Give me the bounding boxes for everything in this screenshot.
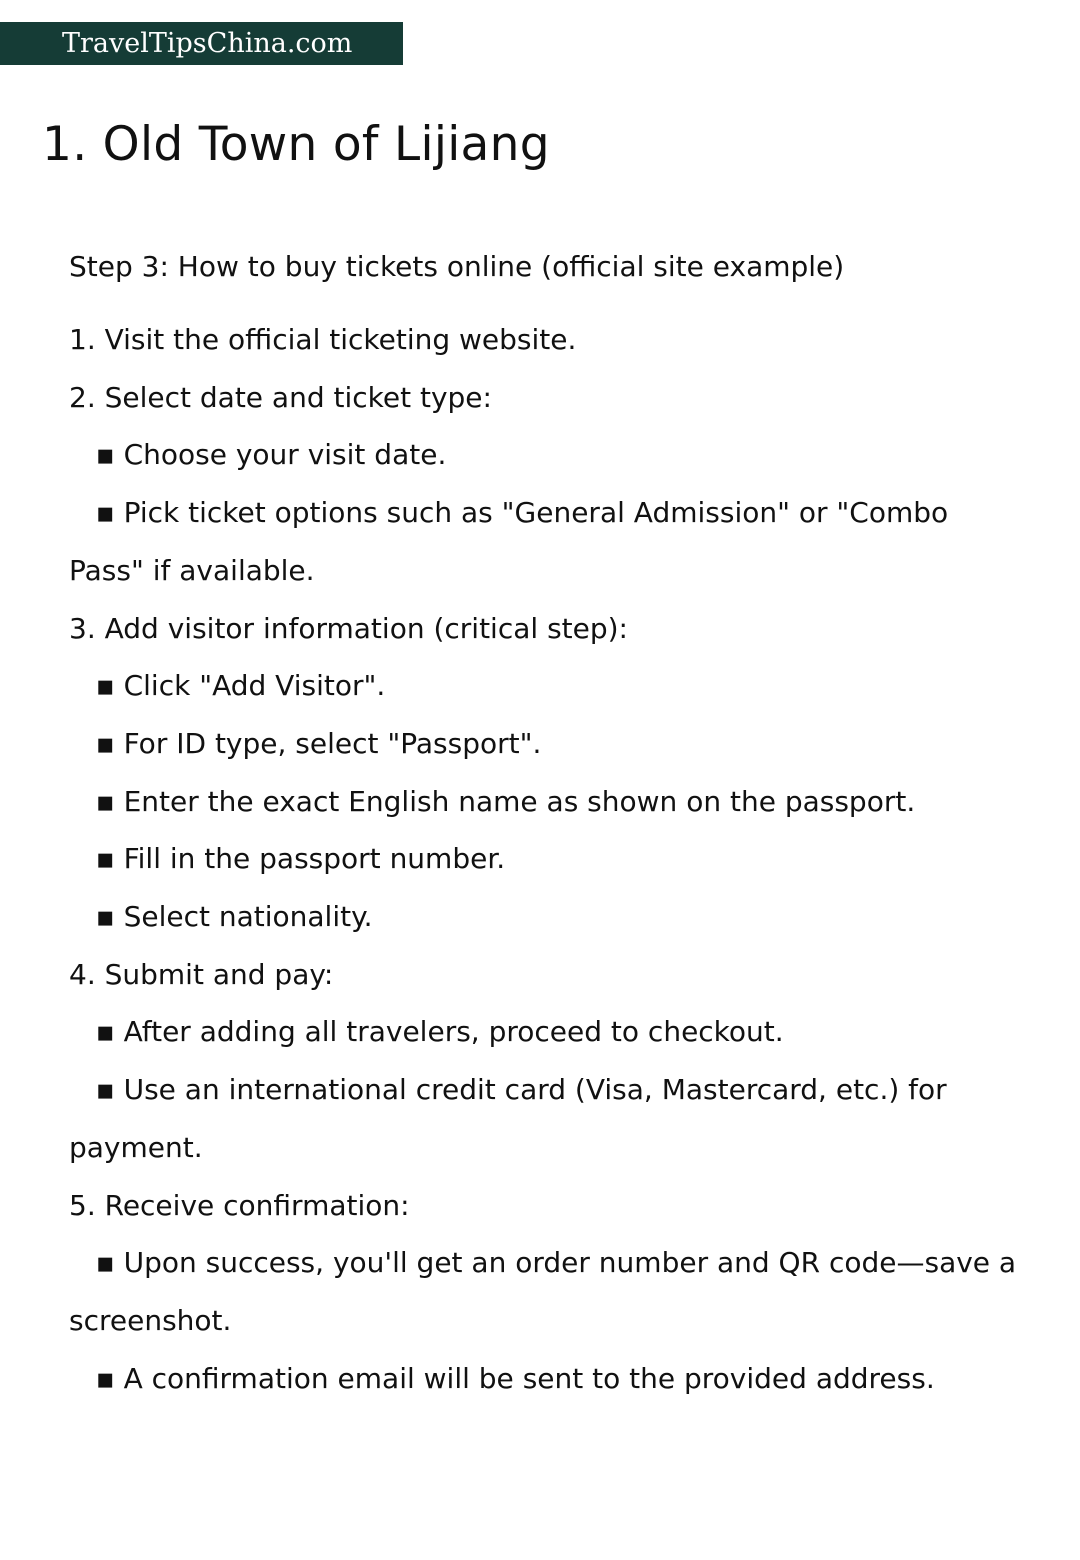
- step-2-bullet-2: ▪ Pick ticket options such as "General Admission" or "Combo Pass" if available.: [69, 484, 1029, 599]
- step-heading: Step 3: How to buy tickets online (official site example): [69, 250, 845, 283]
- step-1: 1. Visit the official ticketing website.: [69, 323, 577, 356]
- instruction-list: [69, 311, 1029, 1407]
- step-2-bullet-1: ▪ Choose your visit date.: [69, 426, 1029, 484]
- step-3-bullet-3: ▪ Enter the exact English name as shown on the passport.: [69, 773, 1029, 831]
- step-3-bullet-4: ▪ Fill in the passport number.: [69, 830, 1029, 888]
- site-banner: [0, 22, 403, 65]
- step-3-bullet-1: ▪ Click "Add Visitor".: [69, 657, 1029, 715]
- step-4-bullet-2: ▪ Use an international credit card (Visa, Mastercard, etc.) for payment.: [69, 1061, 1029, 1176]
- site-name: TravelTipsChina.com: [62, 28, 353, 59]
- page-title: 1. Old Town of Lijiang: [42, 117, 550, 172]
- step-2: 2. Select date and ticket type:: [69, 380, 492, 414]
- step-5-bullet-1: ▪ Upon success, you'll get an order number and QR code—save a screenshot.: [69, 1234, 1029, 1349]
- step-5: 5. Receive confirmation:: [69, 1188, 410, 1222]
- step-4-bullet-1: ▪ After adding all travelers, proceed to checkout.: [69, 1003, 1029, 1061]
- step-3-bullet-2: ▪ For ID type, select "Passport".: [69, 715, 1029, 773]
- step-3: 3. Add visitor information (critical step):: [69, 611, 628, 645]
- step-4: 4. Submit and pay:: [69, 957, 334, 991]
- step-5-bullet-2: ▪ A confirmation email will be sent to the provided address.: [69, 1350, 1029, 1408]
- step-3-bullet-5: ▪ Select nationality.: [69, 888, 1029, 946]
